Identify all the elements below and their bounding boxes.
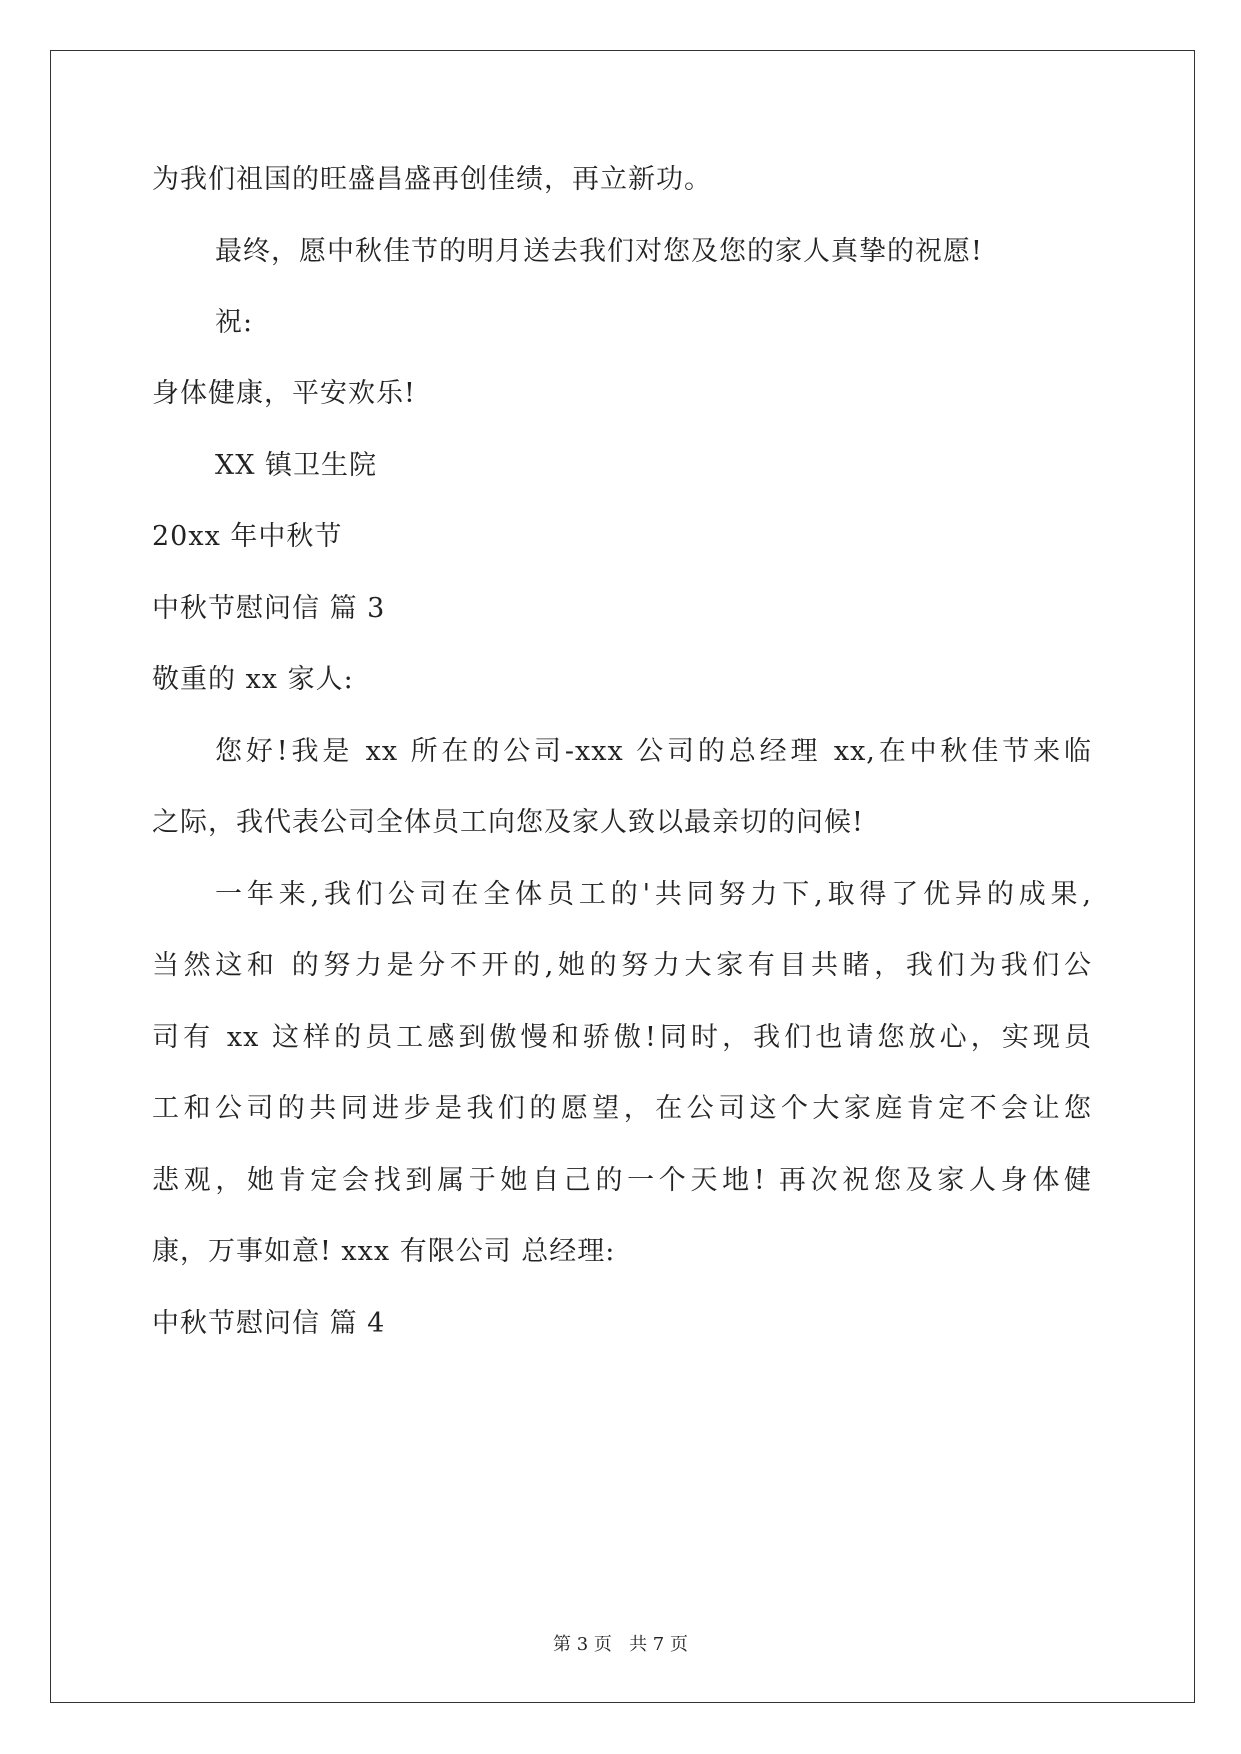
page-number: 第 3 页	[553, 1634, 612, 1655]
text-line: 一年来,我们公司在全体员工的'共同努力下,取得了优异的成果,	[215, 879, 1092, 910]
page-footer	[0, 1634, 1241, 1656]
signature-org: XX 镇卫生院	[215, 450, 378, 481]
text-line: 司有 xx 这样的员工感到傲慢和骄傲!同时，我们也请您放心，实现员	[152, 1022, 1092, 1053]
section-heading: 中秋节慰问信 篇 3	[152, 593, 386, 624]
greeting-line: 敬重的 xx 家人:	[152, 664, 354, 695]
section-heading: 中秋节慰问信 篇 4	[152, 1308, 386, 1339]
text-line: 最终，愿中秋佳节的明月送去我们对您及您的家人真挚的祝愿!	[215, 236, 983, 267]
text-line: 工和公司的共同进步是我们的愿望，在公司这个大家庭肯定不会让您	[152, 1093, 1092, 1124]
text-line: 康，万事如意! xxx 有限公司 总经理:	[152, 1236, 616, 1267]
text-line: 之际，我代表公司全体员工向您及家人致以最亲切的问候!	[152, 807, 864, 838]
text-line: 悲观，她肯定会找到属于她自己的一个天地! 再次祝您及家人身体健	[152, 1165, 1092, 1196]
salutation-line: 祝:	[215, 307, 254, 338]
text-line: 您好!我是 xx 所在的公司-xxx 公司的总经理 xx,在中秋佳节来临	[215, 736, 1092, 767]
page-total: 共 7 页	[629, 1634, 688, 1655]
page-frame	[50, 50, 1195, 1703]
signature-date: 20xx 年中秋节	[152, 521, 343, 552]
text-line: 为我们祖国的旺盛昌盛再创佳绩，再立新功。	[152, 164, 712, 195]
text-line: 当然这和 的努力是分不开的,她的努力大家有目共睹，我们为我们公	[152, 950, 1092, 981]
blessing-line: 身体健康，平安欢乐!	[152, 378, 416, 409]
